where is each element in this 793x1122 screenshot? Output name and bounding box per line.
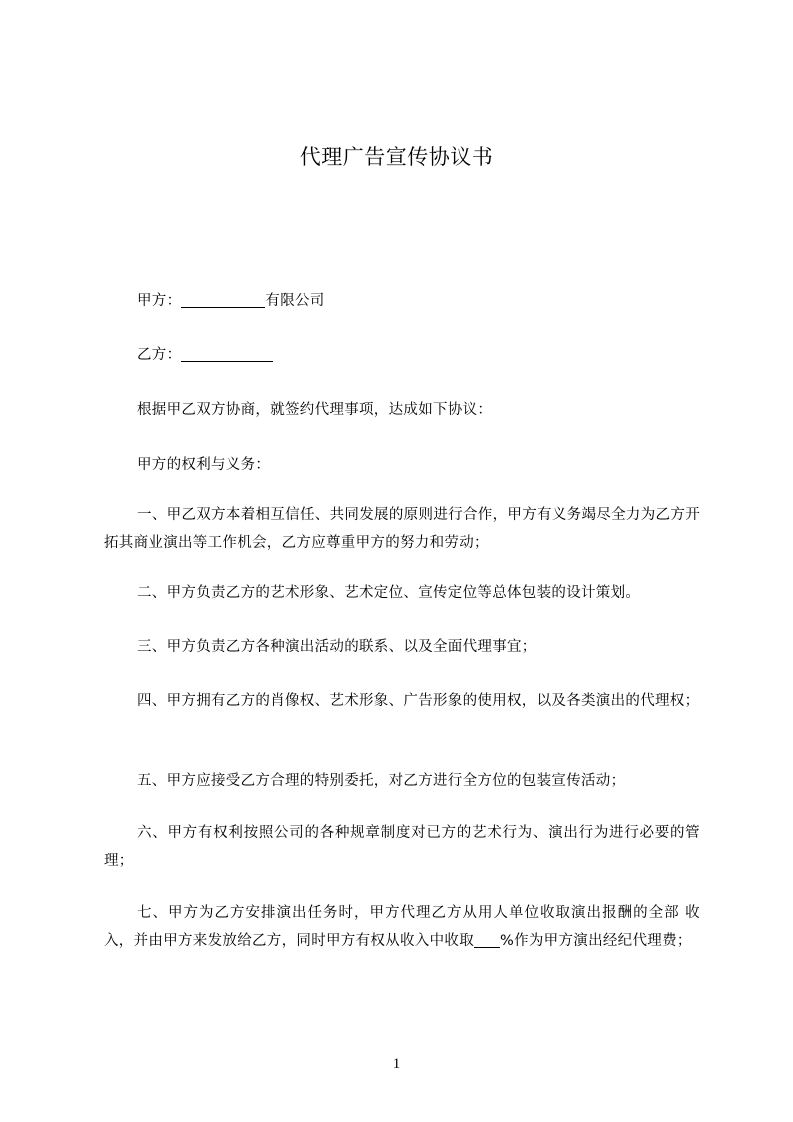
clause-2: 二、甲方负责乙方的艺术形象、艺术定位、宣传定位等总体包装的设计策划。 <box>137 585 641 601</box>
section-heading: 甲方的权利与义务： <box>137 457 271 473</box>
party-a-suffix: 有限公司 <box>265 293 325 309</box>
clause-4: 四、甲方拥有乙方的肖像权、艺术形象、广告形象的使用权，以及各类演出的代理权； <box>137 693 700 709</box>
clause-1: 一、甲乙双方本着相互信任、共同发展的原则进行合作，甲方有义务竭尽全力为乙方开拓其商业演出等工作机会，乙方应尊重甲方的努力和劳动； <box>104 507 700 551</box>
page-number: 1 <box>392 1056 401 1072</box>
clause-3: 三、甲方负责乙方各种演出活动的联系、以及全面代理事宜； <box>137 639 537 655</box>
party-b-label: 乙方： <box>137 347 182 363</box>
clause-7-text-before: 七、甲方为乙方安排演出任务时，甲方代理乙方从用人单位收取演出报酬的全部 收入，并由甲方来发放给乙方，同时甲方有权从收入中收取 <box>104 905 700 949</box>
document-title: 代理广告宣传协议书 <box>299 145 494 169</box>
clause-7-percent-blank <box>474 931 500 948</box>
intro-paragraph: 根据甲乙双方协商，就签约代理事项，达成如下协议： <box>137 402 493 418</box>
party-a-line <box>104 287 700 315</box>
clause-5: 五、甲方应接受乙方合理的特别委托，对乙方进行全方位的包装宣传活动； <box>137 773 626 789</box>
clause-7-text-after: %作为甲方演出经纪代理费； <box>500 933 692 949</box>
clause-6: 六、甲方有权利按照公司的各种规章制度对已方的艺术行为、演出行为进行必要的管理； <box>104 825 700 869</box>
party-a-blank <box>181 291 265 308</box>
clause-7 <box>104 899 700 955</box>
party-b-line <box>104 341 700 369</box>
party-b-blank <box>181 345 273 362</box>
party-a-label: 甲方： <box>137 293 182 309</box>
